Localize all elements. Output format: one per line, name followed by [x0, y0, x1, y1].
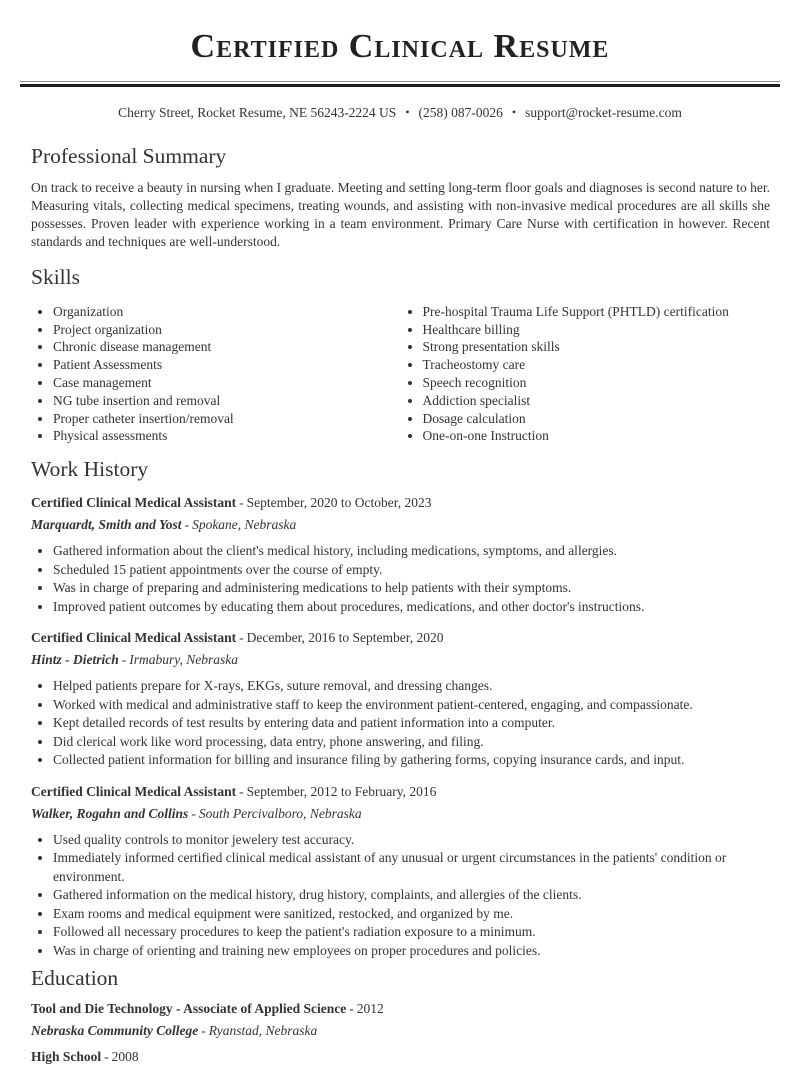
contact-line [0, 103, 800, 122]
skill-item: • Physical assessments [53, 427, 401, 445]
job-bullet: • Scheduled 15 patient appointments over the course of empty. [53, 561, 770, 580]
summary-paragraph: On track to receive a beauty in nursing when I graduate. Meeting and setting long-term floor goals and diagnoses is second nature to her. Measuring vitals, collecting medical specimens, treating wounds, and assisting with non-invasive medical procedures are all skills she possesses. Proven leader with experience working in a team environment. Primary Care Nurse with certification in however. Recent standards and techniques are well-understood. [31, 180, 770, 250]
separator: - [121, 652, 127, 668]
education-year: 2012 [356, 1000, 384, 1016]
resume-page [0, 30, 800, 1065]
job-dates: September, 2012 to February, 2016 [246, 783, 437, 799]
job-company-line [31, 516, 770, 534]
skill-item: • Healthcare billing [423, 321, 771, 339]
job-bullet: • Was in charge of orienting and training new employees on proper procedures and policies. [53, 942, 770, 961]
job-title-line [31, 494, 770, 512]
job-entry [31, 629, 770, 770]
job-bullet: • Used quality controls to monitor jewelery test accuracy. [53, 831, 770, 850]
skills-column-right [401, 303, 771, 445]
divider-thin-line [20, 81, 780, 82]
separator: - [191, 805, 196, 821]
summary-heading: Professional Summary [31, 144, 227, 168]
job-bullet-list [31, 831, 770, 961]
divider-thick-line [20, 84, 780, 87]
education-degree-line [31, 1000, 770, 1018]
job-dates: December, 2016 to September, 2020 [246, 630, 444, 646]
skill-item: • Addiction specialist [423, 392, 771, 410]
education-entry [31, 1048, 770, 1066]
job-title: Certified Clinical Medical Assistant [31, 630, 237, 646]
section-work-history [31, 457, 770, 960]
contact-separator-dot: • [405, 105, 410, 119]
job-bullet: • Gathered information about the client's medical history, including medications, symptoms, and allergies. [53, 542, 770, 561]
job-bullet: • Was in charge of preparing and administering medications to help patients with their symptoms. [53, 579, 770, 598]
education-entry [31, 1000, 770, 1040]
resume-body [0, 144, 800, 1066]
header-divider [20, 81, 780, 87]
job-location: South Percivalboro, Nebraska [198, 805, 362, 821]
section-education [31, 966, 770, 1065]
skills-heading: Skills [31, 265, 80, 290]
education-heading: Education [31, 966, 119, 991]
job-bullet-list [31, 542, 770, 616]
separator: - [184, 517, 190, 533]
job-entry [31, 783, 770, 961]
job-company: Hintz - Dietrich [31, 652, 119, 668]
skill-item: • Strong presentation skills [423, 338, 771, 356]
job-bullet: • Improved patient outcomes by educating them about procedures, medications, and other doctor's instructions. [53, 598, 770, 617]
job-bullet: • Helped patients prepare for X-rays, EKGs, suture removal, and dressing changes. [53, 677, 770, 696]
skill-item: • Speech recognition [423, 374, 771, 392]
separator: - [239, 783, 244, 799]
job-title-line [31, 629, 770, 647]
job-location: Spokane, Nebraska [192, 517, 297, 533]
job-company: Walker, Rogahn and Collins [31, 805, 189, 821]
job-bullet: • Collected patient information for billing and insurance filing by gathering forms, copying insurance cards, and input. [53, 751, 770, 770]
work-history-heading: Work History [31, 457, 149, 482]
job-bullet: • Exam rooms and medical equipment were sanitized, restocked, and organized by me. [53, 905, 770, 924]
job-title: Certified Clinical Medical Assistant [31, 495, 237, 511]
job-bullet: • Immediately informed certified clinical medical assistant of any unusual or urgent circumstances in the patients' condition or environment. [53, 849, 770, 886]
skill-item: • Chronic disease management [53, 338, 401, 356]
skill-item: • One-on-one Instruction [423, 427, 771, 445]
skill-item: • NG tube insertion and removal [53, 392, 401, 410]
skill-item: • Organization [53, 303, 401, 321]
skills-column-left [31, 303, 401, 445]
job-bullet: • Kept detailed records of test results by entering data and patient information into a computer. [53, 714, 770, 733]
separator: - [104, 1048, 109, 1064]
contact-email: support@rocket-resume.com [525, 105, 682, 120]
education-year: 2008 [111, 1048, 139, 1064]
job-location: Irmabury, Nebraska [129, 652, 239, 668]
job-bullet: • Worked with medical and administrative staff to keep the environment patient-centered, engaging, and compassionate. [53, 696, 770, 715]
skill-item: • Proper catheter insertion/removal [53, 410, 401, 428]
contact-separator-dot: • [511, 105, 517, 119]
job-company: Marquardt, Smith and Yost [31, 517, 182, 533]
education-degree: Tool and Die Technology - Associate of Applied Science [31, 1000, 347, 1016]
skills-columns [31, 303, 770, 445]
contact-phone: (258) 087-0026 [418, 105, 503, 120]
job-bullet: • Followed all necessary procedures to keep the patient's radiation exposure to a minimum. [53, 923, 770, 942]
separator: - [349, 1000, 354, 1016]
job-title-line [31, 783, 770, 801]
skill-item: • Pre-hospital Trauma Life Support (PHTLD) certification [423, 303, 771, 321]
job-entry [31, 494, 770, 616]
separator: - [239, 630, 244, 646]
job-title: Certified Clinical Medical Assistant [31, 783, 237, 799]
job-bullet: • Did clerical work like word processing, data entry, phone answering, and filing. [53, 733, 770, 752]
job-bullet: • Gathered information on the medical history, drug history, complaints, and allergies of the clients. [53, 886, 770, 905]
job-company-line [31, 651, 770, 669]
education-degree: High School [31, 1048, 102, 1064]
separator: - [201, 1022, 206, 1038]
separator: - [239, 495, 244, 511]
job-dates: September, 2020 to October, 2023 [246, 495, 432, 511]
job-company-line [31, 805, 770, 823]
contact-address: Cherry Street, Rocket Resume, NE 56243-2224 US [118, 105, 397, 120]
section-skills [31, 265, 770, 445]
skill-item: • Dosage calculation [423, 410, 771, 428]
skill-item: • Case management [53, 374, 401, 392]
job-bullet-list [31, 677, 770, 770]
education-school: Nebraska Community College [31, 1022, 199, 1038]
page-title: Certified Clinical Resume [190, 28, 610, 65]
section-professional-summary [31, 144, 770, 251]
education-degree-line [31, 1048, 770, 1066]
skill-item: • Patient Assessments [53, 356, 401, 374]
education-location: Ryanstad, Nebraska [208, 1022, 318, 1038]
skill-item: • Project organization [53, 321, 401, 339]
skill-item: • Tracheostomy care [423, 356, 771, 374]
education-school-line [31, 1022, 770, 1040]
